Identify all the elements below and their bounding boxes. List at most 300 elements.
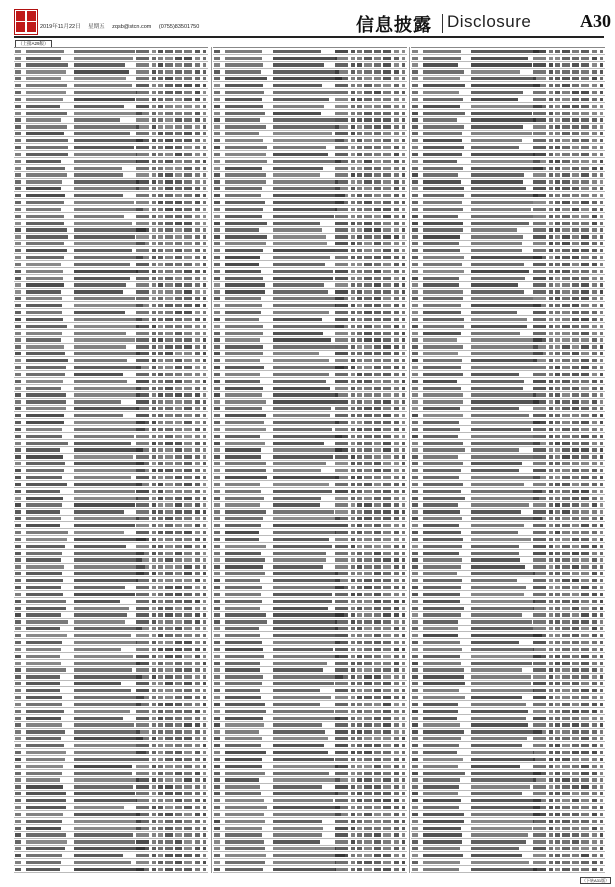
table-cell xyxy=(357,524,362,527)
table-row xyxy=(213,811,407,818)
table-cell xyxy=(335,297,348,300)
table-row xyxy=(411,536,605,543)
table-cell xyxy=(383,490,391,493)
table-cell xyxy=(152,792,156,795)
table-cell xyxy=(600,662,603,665)
table-cell xyxy=(152,283,156,286)
table-cell xyxy=(357,675,362,678)
table-row xyxy=(411,708,605,715)
table-cell xyxy=(152,600,156,603)
table-cell xyxy=(374,112,381,115)
table-cell xyxy=(74,297,135,300)
table-cell xyxy=(214,751,220,754)
table-cell xyxy=(533,242,546,245)
table-cell xyxy=(600,483,603,486)
table-cell xyxy=(592,462,597,465)
table-cell xyxy=(203,868,206,871)
table-cell xyxy=(335,785,348,788)
table-cell xyxy=(74,840,135,843)
table-cell xyxy=(225,304,262,307)
table-cell xyxy=(273,359,329,362)
table-cell xyxy=(572,792,579,795)
table-cell xyxy=(152,827,156,830)
table-cell xyxy=(15,785,21,788)
table-cell xyxy=(165,517,173,520)
table-row xyxy=(14,62,208,69)
table-cell xyxy=(412,682,418,685)
table-cell xyxy=(549,524,553,527)
table-cell xyxy=(351,435,355,438)
table-cell xyxy=(374,283,381,286)
table-cell xyxy=(26,827,61,830)
table-cell xyxy=(592,277,597,280)
table-cell xyxy=(364,442,372,445)
table-cell xyxy=(364,778,372,781)
table-cell xyxy=(394,400,399,403)
table-cell xyxy=(214,634,220,637)
table-cell xyxy=(402,696,405,699)
table-cell xyxy=(592,187,597,190)
table-cell xyxy=(158,689,163,692)
table-cell xyxy=(203,833,206,836)
table-row xyxy=(14,591,208,598)
table-cell xyxy=(195,277,200,280)
table-cell xyxy=(152,194,156,197)
table-row xyxy=(14,151,208,158)
table-cell xyxy=(364,675,372,678)
table-cell xyxy=(549,792,553,795)
table-cell xyxy=(383,77,391,80)
table-cell xyxy=(225,297,261,300)
table-cell xyxy=(74,462,144,465)
table-cell xyxy=(335,373,348,376)
table-cell xyxy=(175,703,182,706)
table-cell xyxy=(136,304,149,307)
table-cell xyxy=(225,868,263,871)
table-cell xyxy=(175,201,182,204)
table-cell xyxy=(225,277,263,280)
table-cell xyxy=(195,689,200,692)
table-cell xyxy=(357,407,362,410)
table-cell xyxy=(136,579,149,582)
table-cell xyxy=(374,648,381,651)
table-cell xyxy=(402,270,405,273)
table-cell xyxy=(412,833,418,836)
table-cell xyxy=(214,792,220,795)
table-cell xyxy=(374,538,381,541)
table-cell xyxy=(364,469,372,472)
table-cell xyxy=(533,400,546,403)
table-cell xyxy=(383,765,391,768)
table-cell xyxy=(562,469,570,472)
table-cell xyxy=(152,448,156,451)
table-cell xyxy=(175,565,182,568)
table-cell xyxy=(592,297,597,300)
table-row xyxy=(14,859,208,866)
table-cell xyxy=(572,167,579,170)
table-cell xyxy=(74,696,144,699)
table-cell xyxy=(549,304,553,307)
table-cell xyxy=(562,758,570,761)
table-cell xyxy=(562,345,570,348)
table-cell xyxy=(549,730,553,733)
table-cell xyxy=(175,545,182,548)
table-cell xyxy=(592,655,597,658)
table-cell xyxy=(184,483,192,486)
table-cell xyxy=(562,710,570,713)
table-cell xyxy=(273,497,321,500)
table-row xyxy=(411,144,605,151)
table-cell xyxy=(184,139,192,142)
table-cell xyxy=(214,222,220,225)
table-row xyxy=(411,488,605,495)
table-cell xyxy=(572,290,579,293)
table-row xyxy=(411,220,605,227)
table-cell xyxy=(600,634,603,637)
table-cell xyxy=(402,462,405,465)
table-cell xyxy=(26,304,62,307)
table-cell xyxy=(423,91,459,94)
table-cell xyxy=(592,345,597,348)
table-cell xyxy=(158,503,163,506)
table-cell xyxy=(351,469,355,472)
table-cell xyxy=(357,277,362,280)
table-cell xyxy=(357,194,362,197)
table-cell xyxy=(15,139,21,142)
table-cell xyxy=(592,84,597,87)
table-cell xyxy=(203,689,206,692)
table-cell xyxy=(165,572,173,575)
table-cell xyxy=(335,380,348,383)
table-cell xyxy=(335,682,348,685)
table-cell xyxy=(581,297,589,300)
table-row xyxy=(213,268,407,275)
table-cell xyxy=(549,820,553,823)
table-cell xyxy=(533,98,546,101)
table-cell xyxy=(555,572,560,575)
table-row xyxy=(14,557,208,564)
table-cell xyxy=(600,710,603,713)
table-cell xyxy=(136,70,149,73)
table-cell xyxy=(374,270,381,273)
table-cell xyxy=(402,167,405,170)
table-cell xyxy=(175,332,182,335)
table-cell xyxy=(533,510,546,513)
table-cell xyxy=(175,772,182,775)
table-row xyxy=(14,330,208,337)
table-cell xyxy=(412,400,418,403)
table-cell xyxy=(335,105,348,108)
table-cell xyxy=(581,387,589,390)
table-cell xyxy=(533,325,546,328)
table-cell xyxy=(402,476,405,479)
table-cell xyxy=(412,772,418,775)
table-cell xyxy=(549,63,553,66)
table-cell xyxy=(158,228,163,231)
table-cell xyxy=(165,730,173,733)
table-cell xyxy=(152,689,156,692)
table-cell xyxy=(225,455,261,458)
table-cell xyxy=(471,132,532,135)
table-cell xyxy=(152,572,156,575)
table-cell xyxy=(175,785,182,788)
table-cell xyxy=(383,435,391,438)
table-cell xyxy=(423,167,463,170)
table-cell xyxy=(412,696,418,699)
table-row xyxy=(213,110,407,117)
table-column-3 xyxy=(411,47,605,874)
table-cell xyxy=(351,352,355,355)
table-cell xyxy=(136,57,149,60)
table-cell xyxy=(357,84,362,87)
table-cell xyxy=(225,180,266,183)
table-cell xyxy=(335,833,348,836)
table-cell xyxy=(549,125,553,128)
table-cell xyxy=(402,311,405,314)
table-row xyxy=(213,763,407,770)
table-cell xyxy=(152,50,156,53)
table-cell xyxy=(555,249,560,252)
table-cell xyxy=(394,765,399,768)
table-cell xyxy=(152,565,156,568)
continued-from-label: （上接A29版） xyxy=(15,40,52,48)
table-cell xyxy=(165,380,173,383)
table-cell xyxy=(273,455,333,458)
table-cell xyxy=(225,813,264,816)
table-cell xyxy=(357,215,362,218)
table-row xyxy=(213,419,407,426)
table-cell xyxy=(555,820,560,823)
table-cell xyxy=(423,256,464,259)
table-cell xyxy=(581,668,589,671)
table-cell xyxy=(165,847,173,850)
table-cell xyxy=(471,579,517,582)
table-cell xyxy=(555,222,560,225)
table-cell xyxy=(184,194,192,197)
table-cell xyxy=(533,483,546,486)
table-cell xyxy=(184,600,192,603)
table-cell xyxy=(533,517,546,520)
table-cell xyxy=(214,112,220,115)
table-row xyxy=(14,179,208,186)
table-cell xyxy=(195,827,200,830)
table-cell xyxy=(383,304,391,307)
table-cell xyxy=(273,600,332,603)
table-cell xyxy=(402,772,405,775)
table-cell xyxy=(533,57,546,60)
table-cell xyxy=(374,84,381,87)
table-cell xyxy=(562,455,570,458)
table-cell xyxy=(572,366,579,369)
table-cell xyxy=(158,607,163,610)
table-cell xyxy=(383,359,391,362)
table-cell xyxy=(273,91,335,94)
table-cell xyxy=(203,476,206,479)
table-cell xyxy=(195,125,200,128)
table-cell xyxy=(351,565,355,568)
table-cell xyxy=(136,662,149,665)
table-cell xyxy=(335,283,348,286)
table-cell xyxy=(592,772,597,775)
table-cell xyxy=(555,242,560,245)
table-cell xyxy=(273,98,329,101)
table-cell xyxy=(136,744,149,747)
table-row xyxy=(213,69,407,76)
table-cell xyxy=(225,483,260,486)
table-cell xyxy=(581,222,589,225)
table-row xyxy=(14,192,208,199)
table-cell xyxy=(423,607,464,610)
table-cell xyxy=(423,476,459,479)
table-cell xyxy=(592,600,597,603)
table-cell xyxy=(572,483,579,486)
table-cell xyxy=(214,311,220,314)
table-cell xyxy=(195,325,200,328)
table-cell xyxy=(533,304,546,307)
table-cell xyxy=(555,827,560,830)
table-cell xyxy=(195,421,200,424)
table-cell xyxy=(335,469,348,472)
table-cell xyxy=(581,393,589,396)
table-cell xyxy=(364,215,372,218)
table-cell xyxy=(195,249,200,252)
table-cell xyxy=(423,703,458,706)
table-cell xyxy=(335,63,348,66)
table-cell xyxy=(572,84,579,87)
table-cell xyxy=(203,132,206,135)
table-cell xyxy=(273,208,337,211)
table-cell xyxy=(394,270,399,273)
table-cell xyxy=(402,607,405,610)
table-cell xyxy=(412,325,418,328)
table-cell xyxy=(364,228,372,231)
table-cell xyxy=(471,421,540,424)
table-row xyxy=(411,440,605,447)
table-cell xyxy=(402,572,405,575)
table-cell xyxy=(572,283,579,286)
table-cell xyxy=(533,84,546,87)
table-cell xyxy=(225,723,264,726)
table-cell xyxy=(364,222,372,225)
table-cell xyxy=(572,139,579,142)
table-cell xyxy=(394,758,399,761)
table-cell xyxy=(383,696,391,699)
table-cell xyxy=(351,620,355,623)
table-cell xyxy=(423,593,460,596)
table-row xyxy=(14,309,208,316)
table-cell xyxy=(592,380,597,383)
table-cell xyxy=(175,194,182,197)
table-cell xyxy=(592,668,597,671)
table-cell xyxy=(402,847,405,850)
table-cell xyxy=(394,840,399,843)
table-cell xyxy=(158,125,163,128)
table-cell xyxy=(15,407,21,410)
table-row xyxy=(14,234,208,241)
table-cell xyxy=(74,118,120,121)
table-cell xyxy=(158,497,163,500)
table-cell xyxy=(581,139,589,142)
table-cell xyxy=(364,153,372,156)
table-cell xyxy=(136,311,149,314)
table-cell xyxy=(195,765,200,768)
table-cell xyxy=(175,256,182,259)
table-cell xyxy=(335,483,348,486)
table-cell xyxy=(351,689,355,692)
table-cell xyxy=(555,840,560,843)
table-cell xyxy=(533,820,546,823)
table-cell xyxy=(225,627,259,630)
table-cell xyxy=(214,167,220,170)
table-cell xyxy=(357,167,362,170)
table-cell xyxy=(203,840,206,843)
table-cell xyxy=(225,668,260,671)
table-cell xyxy=(394,675,399,678)
table-cell xyxy=(572,696,579,699)
table-cell xyxy=(158,641,163,644)
table-cell xyxy=(402,655,405,658)
table-cell xyxy=(136,510,149,513)
table-cell xyxy=(357,586,362,589)
table-cell xyxy=(158,311,163,314)
table-cell xyxy=(175,373,182,376)
table-cell xyxy=(549,538,553,541)
table-cell xyxy=(549,146,553,149)
table-cell xyxy=(533,201,546,204)
table-cell xyxy=(175,160,182,163)
table-cell xyxy=(364,723,372,726)
table-cell xyxy=(592,717,597,720)
table-row xyxy=(411,330,605,337)
table-row xyxy=(14,646,208,653)
table-row xyxy=(14,117,208,124)
table-cell xyxy=(383,442,391,445)
table-cell xyxy=(165,139,173,142)
table-cell xyxy=(26,118,61,121)
table-row xyxy=(14,681,208,688)
table-row xyxy=(411,419,605,426)
table-cell xyxy=(152,703,156,706)
table-cell xyxy=(581,552,589,555)
table-cell xyxy=(394,710,399,713)
table-cell xyxy=(273,696,331,699)
table-cell xyxy=(152,91,156,94)
table-row xyxy=(14,289,208,296)
table-cell xyxy=(15,352,21,355)
table-cell xyxy=(555,579,560,582)
table-cell xyxy=(412,517,418,520)
table-cell xyxy=(572,387,579,390)
table-cell xyxy=(165,737,173,740)
table-cell xyxy=(136,442,149,445)
table-cell xyxy=(383,263,391,266)
table-cell xyxy=(600,744,603,747)
table-cell xyxy=(592,400,597,403)
table-cell xyxy=(158,297,163,300)
table-cell xyxy=(357,345,362,348)
table-cell xyxy=(175,455,182,458)
table-cell xyxy=(572,304,579,307)
table-cell xyxy=(562,627,570,630)
table-cell xyxy=(273,469,321,472)
table-cell xyxy=(273,263,325,266)
table-cell xyxy=(600,311,603,314)
table-cell xyxy=(374,325,381,328)
table-row xyxy=(213,282,407,289)
table-cell xyxy=(195,703,200,706)
table-cell xyxy=(203,854,206,857)
table-cell xyxy=(351,641,355,644)
